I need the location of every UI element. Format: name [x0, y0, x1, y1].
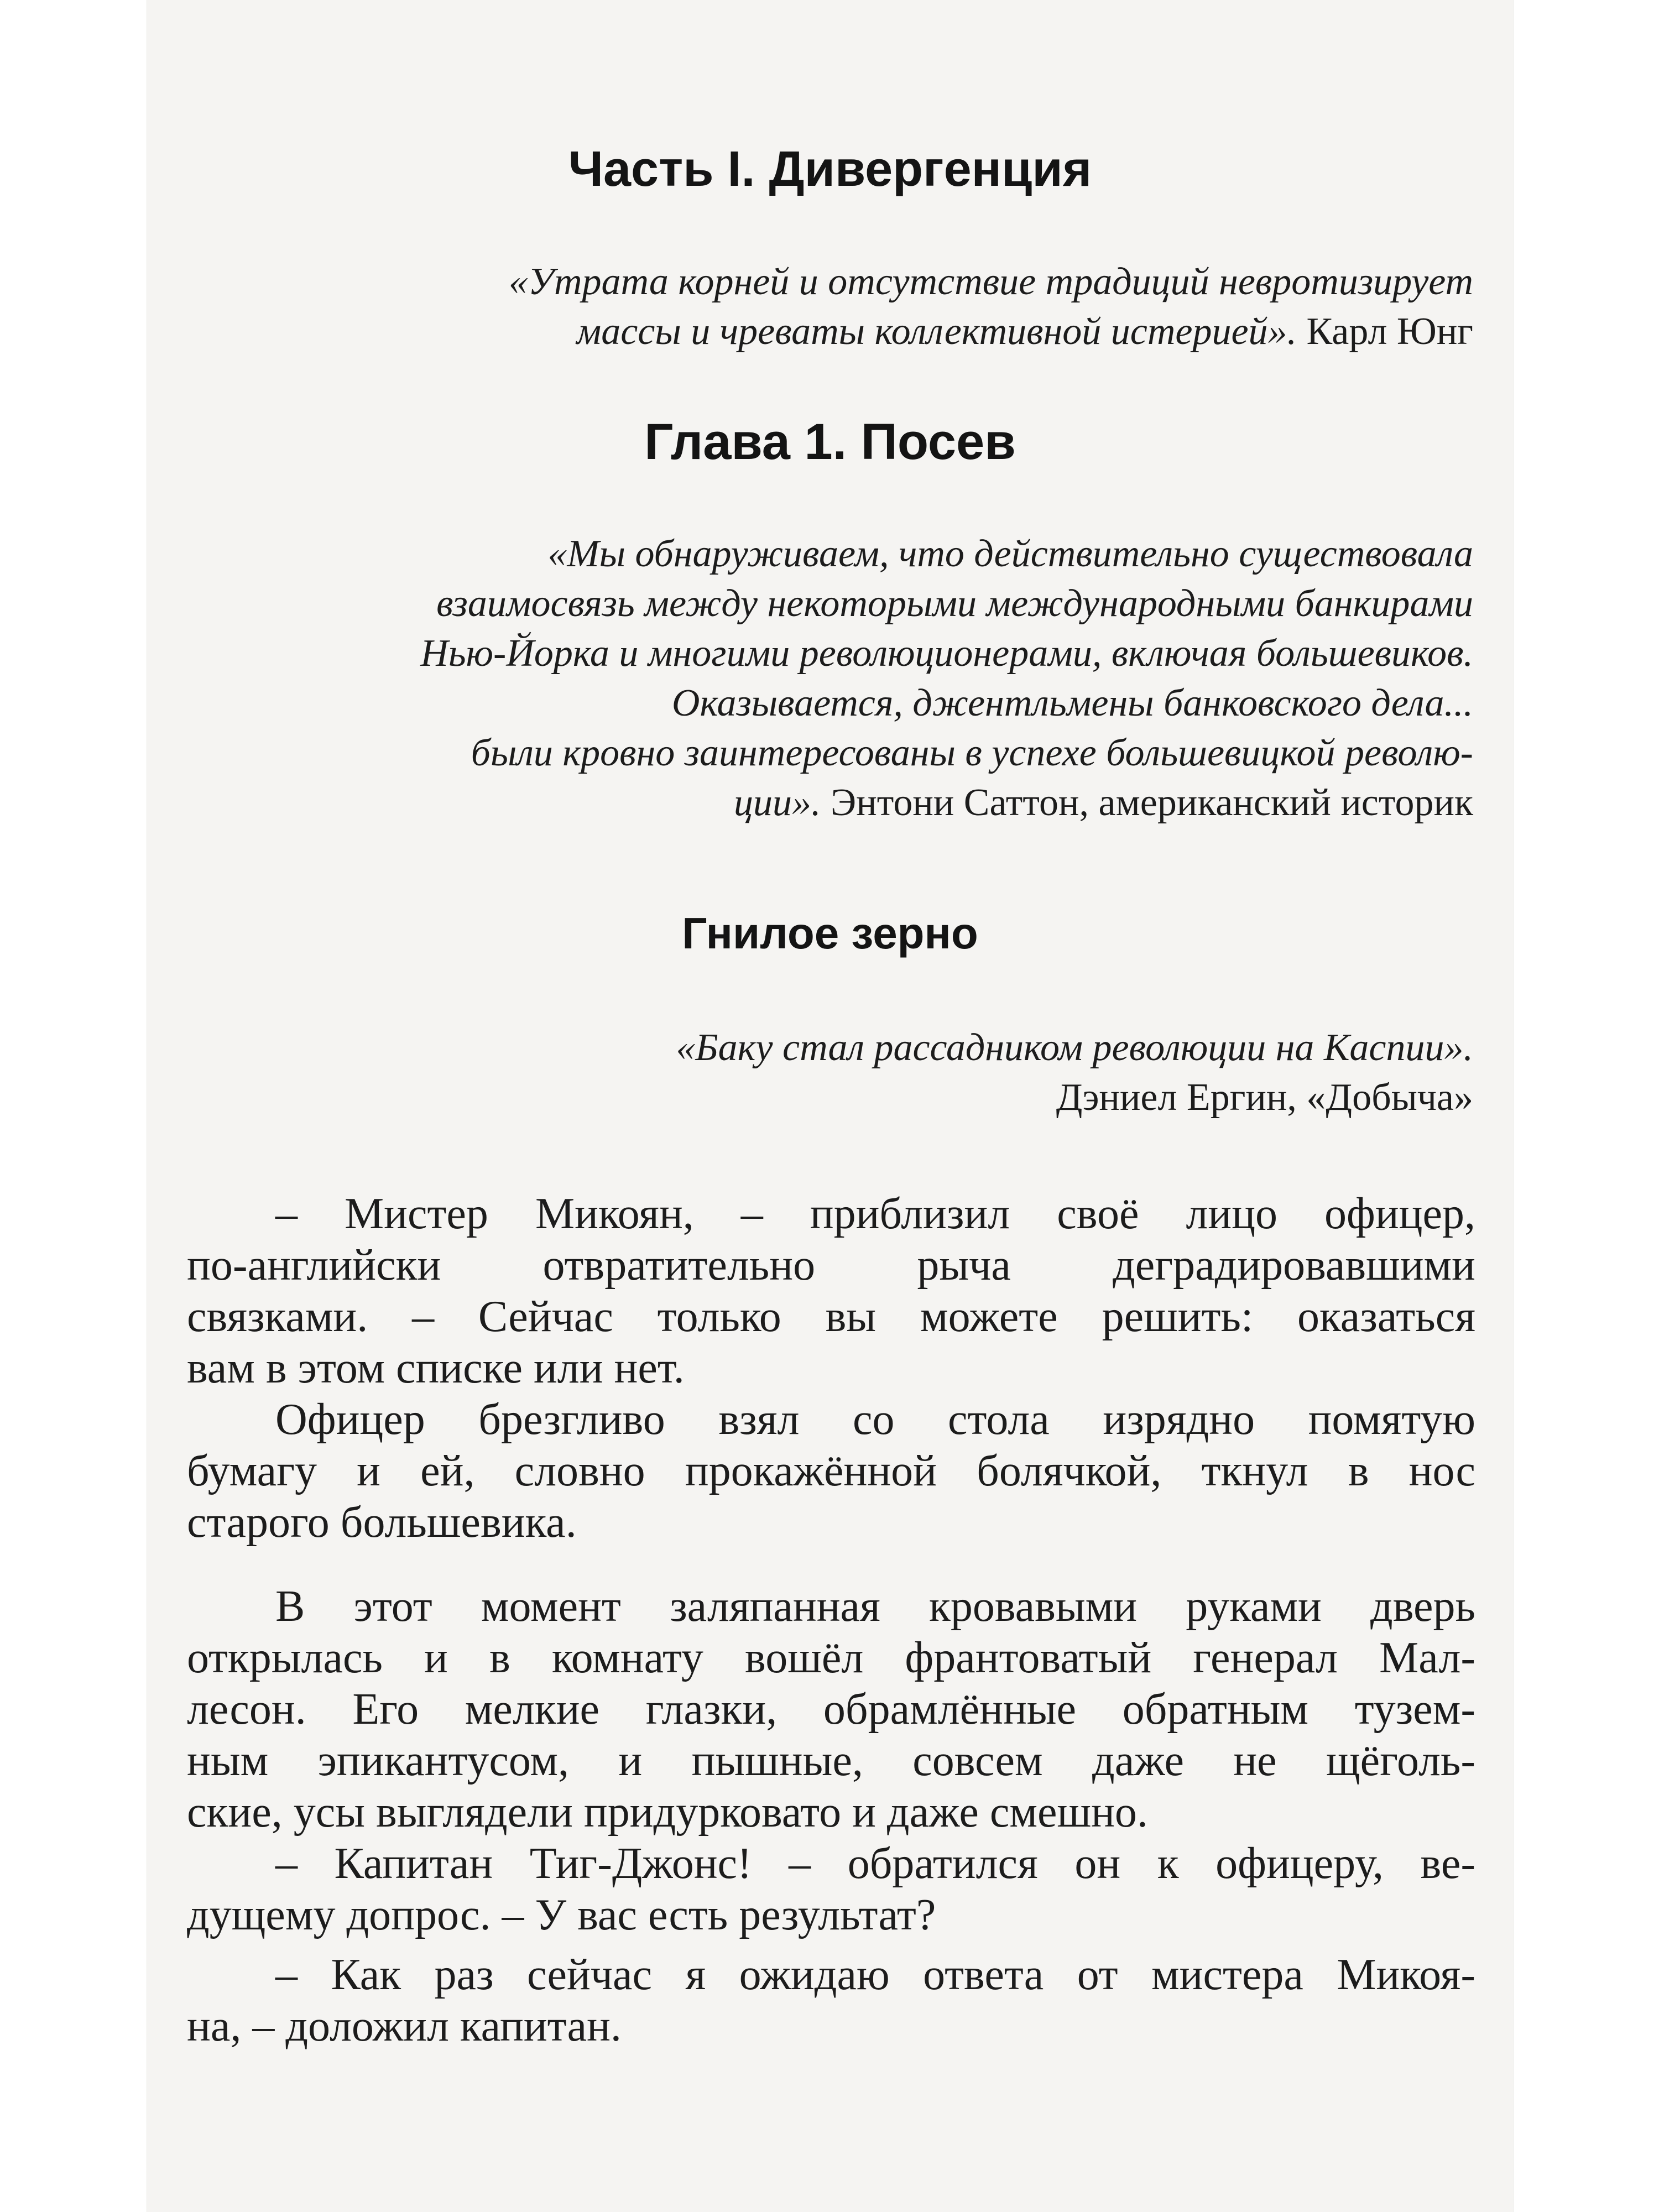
body-line: ские, усы выглядели придурковато и даже смешно. [187, 1788, 1148, 1837]
part-epigraph-line-2: массы и чреваты коллективной истерией». Карл Юнг [576, 310, 1473, 353]
section-heading: Гнилое зерно [682, 909, 978, 958]
body-line: по-английски отвратительно рыча деградировавшими [187, 1241, 1475, 1290]
body-line: – Мистер Микоян, – приблизил своё лицо офицер, [275, 1190, 1475, 1238]
body-line: ным эпикантусом, и пышные, совсем даже не щёголь- [187, 1736, 1475, 1785]
chapter-epigraph-line-6: ции». Энтони Саттон, американский историк [734, 781, 1473, 824]
body-line: лесон. Его мелкие глазки, обрамлённые обратным тузем- [187, 1685, 1475, 1734]
chapter-heading: Глава 1. Посев [644, 414, 1016, 470]
chapter-epigraph-line-1: «Мы обнаруживаем, что действительно существовала [547, 533, 1473, 575]
body-line: связками. – Сейчас только вы можете решить: оказаться [187, 1292, 1475, 1341]
body-line: открылась и в комнату вошёл франтоватый генерал Мал- [187, 1634, 1475, 1682]
chapter-epigraph-line-4: Оказывается, джентльмены банковского дела... [671, 682, 1473, 724]
section-epigraph-line-2: Дэниел Ергин, «Добыча» [1056, 1076, 1473, 1119]
part-heading: Часть I. Дивергенция [568, 142, 1092, 197]
body-line: В этот момент заляпанная кровавыми руками дверь [275, 1582, 1475, 1631]
part-epigraph-line-1: «Утрата корней и отсутствие традиций невротизирует [508, 260, 1473, 303]
section-epigraph-line-1: «Баку стал рассадником революции на Каспии». [676, 1026, 1473, 1069]
body-line: старого большевика. [187, 1498, 577, 1547]
show-through-texture [180, 88, 1469, 111]
body-line: дущему допрос. – У вас есть результат? [187, 1891, 936, 1939]
body-line: Офицер брезгливо взял со стола изрядно помятую [275, 1395, 1475, 1444]
book-page [147, 0, 1514, 2212]
body-line: на, – доложил капитан. [187, 2002, 622, 2051]
chapter-epigraph-line-2: взаимосвязь между некоторыми международными банкирами [436, 582, 1473, 625]
body-line: бумагу и ей, словно прокажённой болячкой, ткнул в нос [187, 1447, 1475, 1495]
body-line: – Капитан Тиг-Джонс! – обратился он к офицеру, ве- [275, 1839, 1475, 1888]
chapter-epigraph-line-5: были кровно заинтересованы в успехе большевицкой револю- [471, 732, 1473, 774]
chapter-epigraph-line-3: Нью-Йорка и многими революционерами, включая большевиков. [420, 632, 1473, 675]
body-line: – Как раз сейчас я ожидаю ответа от мистера Микоя- [275, 1950, 1475, 1999]
body-line: вам в этом списке или нет. [187, 1344, 685, 1392]
